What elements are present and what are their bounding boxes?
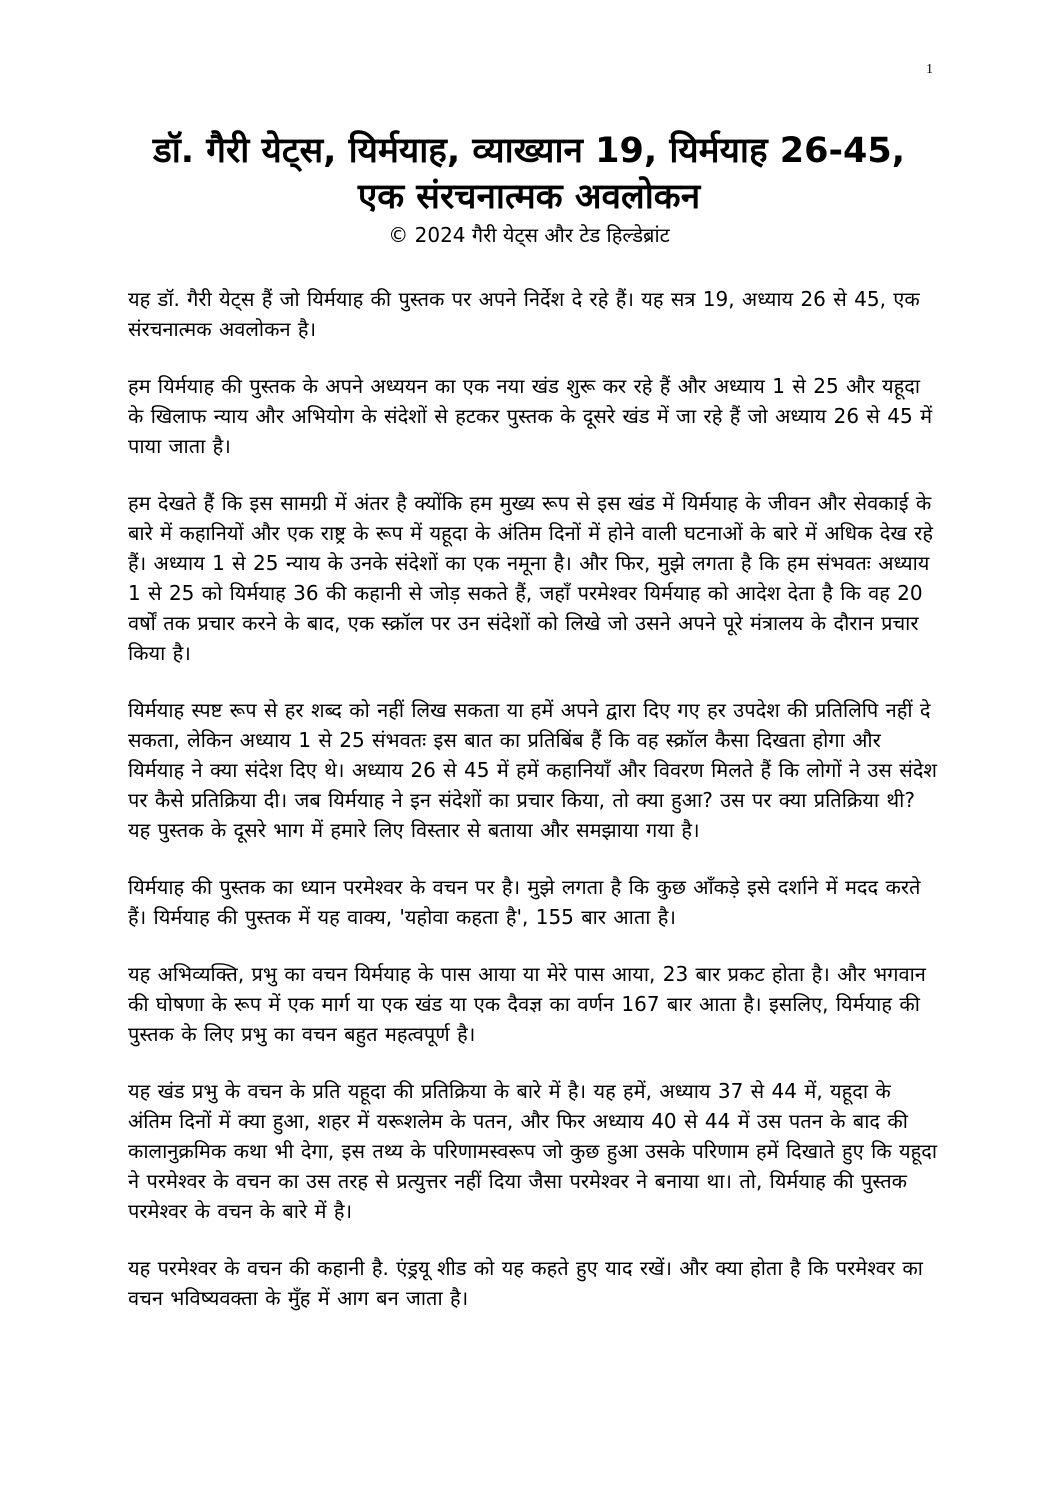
paragraph: यिर्मयाह की पुस्तक का ध्यान परमेश्वर के वचन पर है। मुझे लगता है कि कुछ आँकड़े इसे दर्शाने में मदद करते हैं। यिर्मयाह की पुस्तक में यह वाक्य, 'यहोवा कहता है', 155 बार आता है।: [128, 875, 921, 929]
paragraph: हम देखते हैं कि इस सामग्री में अंतर है क्योंकि हम मुख्य रूप से इस खंड में यिर्मयाह के जीवन और सेवकाई के बारे में कहानियों और एक राष्ट्र के रूप में यहूदा के अंतिम दिनों में होने वाली घटनाओं के बारे में अधिक देख रहे हैं। अध्याय 1 से 25 न्याय के उनके संदेशों का एक नमूना है। और फिर, मुझे लगता है कि हम संभवतः अध्याय 1 से 25 को यिर्मयाह 36 की कहानी से जोड़ सकते हैं, जहाँ परमेश्वर यिर्मयाह को आदेश देता है कि वह 20 वर्षों तक प्रचार करने के बाद, एक स्क्रॉल पर उन संदेशों को लिखे जो उसने अपने पूरे मंत्रालय के दौरान प्रचार किया है।: [128, 491, 933, 665]
title-line-1: डॉ. गैरी येट्स, यिर्मयाह, व्याख्यान 19, यिर्मयाह 26-45,: [153, 131, 905, 171]
title-block: [60, 128, 998, 250]
paragraph: यह परमेश्वर के वचन की कहानी है. एंड्रयू शीड को यह कहते हुए याद रखें। और क्या होता है कि परमेश्वर का वचन भविष्यवक्ता के मुँह में आग बन जाता है।: [128, 1256, 923, 1310]
document-body: [128, 284, 938, 1340]
page-title: [60, 128, 998, 220]
page-number: 1: [926, 62, 933, 77]
title-line-2: एक संरचनात्मक अवलोकन: [357, 177, 701, 217]
paragraph: यिर्मयाह स्पष्ट रूप से हर शब्द को नहीं लिख सकता या हमें अपने द्वारा दिए गए हर उपदेश की प्रतिलिपि नहीं दे सकता, लेकिन अध्याय 1 से 25 संभवतः इस बात का प्रतिबिंब हैं कि वह स्क्रॉल कैसा दिखता होगा और यिर्मयाह ने क्या संदेश दिए थे। अध्याय 26 से 45 में हमें कहानियाँ और विवरण मिलते हैं कि लोगों ने उस संदेश पर कैसे प्रतिक्रिया दी। जब यिर्मयाह ने इन संदेशों का प्रचार किया, तो क्या हुआ? उस पर क्या प्रतिक्रिया थी? यह पुस्तक के दूसरे भाग में हमारे लिए विस्तार से बताया और समझाया गया है।: [128, 698, 938, 842]
paragraph: हम यिर्मयाह की पुस्तक के अपने अध्ययन का एक नया खंड शुरू कर रहे हैं और अध्याय 1 से 25 और यहूदा के खिलाफ न्याय और अभियोग के संदेशों से हटकर पुस्तक के दूसरे खंड में जा रहे हैं जो अध्याय 26 से 45 में पाया जाता है।: [128, 374, 933, 458]
paragraph: यह अभिव्यक्ति, प्रभु का वचन यिर्मयाह के पास आया या मेरे पास आया, 23 बार प्रकट होता है। और भगवान की घोषणा के रूप में एक मार्ग या एक खंड या एक दैवज्ञ का वर्णन 167 बार आता है। इसलिए, यिर्मयाह की पुस्तक के लिए प्रभु का वचन बहुत महत्वपूर्ण है।: [128, 962, 926, 1046]
paragraph: यह खंड प्रभु के वचन के प्रति यहूदा की प्रतिक्रिया के बारे में है। यह हमें, अध्याय 37 से 44 में, यहूदा के अंतिम दिनों में क्या हुआ, शहर में यरूशलेम के पतन, और फिर अध्याय 40 से 44 में उस पतन के बाद की कालानुक्रमिक कथा भी देगा, इस तथ्य के परिणामस्वरूप जो कुछ हुआ उसके परिणाम हमें दिखाते हुए कि यहूदा ने परमेश्वर के वचन का उस तरह से प्रत्युत्तर नहीं दिया जैसा परमेश्वर ने बनाया था। तो, यिर्मयाह की पुस्तक परमेश्वर के वचन के बारे में है।: [128, 1079, 938, 1223]
paragraph: यह डॉ. गैरी येट्स हैं जो यिर्मयाह की पुस्तक पर अपने निर्देश दे रहे हैं। यह सत्र 19, अध्याय 26 से 45, एक संरचनात्मक अवलोकन है।: [128, 287, 920, 341]
copyright-notice: © 2024 गैरी येट्स और टेड हिल्डेब्रांट: [388, 223, 670, 247]
